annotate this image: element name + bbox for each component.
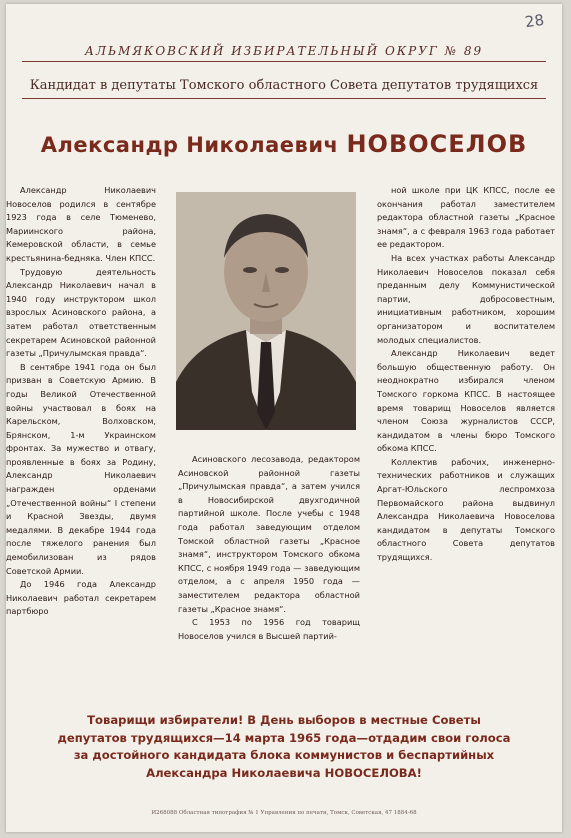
biography-paragraph: Александр Николаевич ведет большую общественную работу. Он неоднократно избирался членом Томского горкома КПСС. В настоящее время товарищ Новоселов является членом Союза журналистов СССР, кандидатом в члены бюро Томского обкома КПСС. (377, 348, 555, 454)
appeal-line: Александра Николаевича НОВОСЕЛОВА! (146, 765, 422, 780)
biography-paragraph: В сентябре 1941 года он был призван в Советскую Армию. В годы Великой Отечественной войны участвовал в боях на Карельском, Волховском, Брянском, 1-м Украинском фронтах. За мужество и отвагу, проявленные в боях за Родину, Александр Николаевич награжден орденами „Отечественной войны“ I степени и Красной Звезды, двумя медалями. В декабре 1944 года после тяжелого ранения был демобилизован из рядов Советской Армии. (6, 361, 156, 576)
top-rule (22, 61, 546, 62)
subtitle-rule (22, 98, 546, 99)
candidate-surname: НОВОСЕЛОВ (346, 130, 528, 158)
leaflet-sheet (6, 4, 562, 832)
biography-paragraph: До 1946 года Александр Николаевич работал секретарем партбюро (6, 579, 156, 617)
biography-paragraph: Коллектив рабочих, инженерно-технических работников и служащих Аргат-Юльского леспромхоза Первомайского района выдвинул Александра Николаевича Новоселова кандидатом в депутаты Томского областного Совета депутатов трудящихся. (377, 456, 555, 563)
biography-paragraph: С 1953 по 1956 год товарищ Новоселов учился в Высшей партий- (178, 617, 360, 641)
voter-appeal (26, 712, 542, 782)
biography-paragraph: Александр Николаевич Новоселов родился в сентябре 1923 года в селе Тюменево, Мариинского района, Кемеровской области, в семье крестьянина-бедняка. Член КПСС. (6, 185, 156, 263)
biography-paragraph: Асиновского лесозавода, редактором Асиновской районной газеты „Причулымская правда“, а затем учился в Новосибирской двухгодичной партийной школе. После учебы с 1948 года работал заведующим отделом Томской областной газеты „Красное знамя“, инструктором Томского обкома КПСС, с ноября 1949 года — заведующим отделом, а с апреля 1950 года — заместителем редактора областной газеты „Красное знамя“. (178, 454, 360, 614)
portrait-photo-icon (176, 192, 356, 430)
biography-paragraph: ной школе при ЦК КПСС, после ее окончания работал заместителем редактора областной газеты „Красное знамя“, а с февраля 1963 года работает ее редактором. (377, 185, 555, 250)
biography-column-left (6, 184, 156, 619)
appeal-line: Товарищи избиратели! В День выборов в местные Советы (87, 713, 481, 727)
print-imprint: И268088 Областная типография № 1 Управления по печати, Томск, Советская, 47 1884-68 (151, 810, 417, 816)
biography-paragraph: На всех участках работы Александр Николаевич Новоселов показал себя преданным делу Коммунистической партии, добросовестным, инициативным работником, хорошим организатором и воспитателем молодых специалистов. (377, 252, 555, 345)
candidate-first-names: Александр Николаевич (40, 133, 339, 157)
district-heading: АЛЬМЯКОВСКИЙ ИЗБИРАТЕЛЬНЫЙ ОКРУГ № 89 (84, 44, 484, 58)
handwritten-page-number: 28 (523, 10, 546, 32)
candidate-name (6, 130, 562, 158)
candidate-subtitle: Кандидат в депутаты Томского областного Совета депутатов трудящихся (29, 78, 539, 93)
biography-column-middle (178, 453, 360, 643)
biography-column-right (377, 184, 555, 565)
biography-paragraph: Трудовую деятельность Александр Николаевич начал в 1940 году инструктором школ взрослых Асиновского района, а затем работал ответственным секретарем Асиновской районной газеты „Причулымская правда“. (6, 266, 156, 359)
appeal-line: депутатов трудящихся—14 марта 1965 года—отдадим свои голоса (57, 730, 511, 745)
appeal-line: за достойного кандидата блока коммунистов и беспартийных (73, 748, 495, 763)
portrait-illustration (176, 192, 356, 430)
